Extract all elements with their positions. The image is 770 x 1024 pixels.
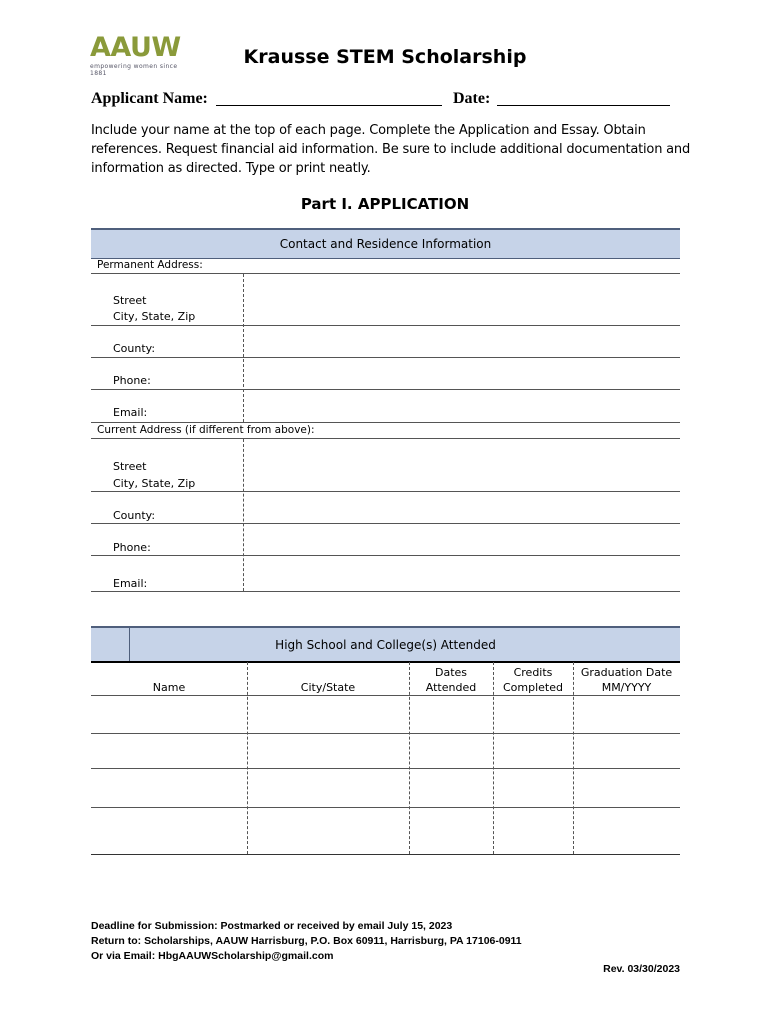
current-county-field[interactable] — [245, 492, 680, 523]
permanent-street-field[interactable] — [245, 274, 680, 325]
contact-section-header — [91, 228, 680, 259]
col-header-dates — [409, 665, 493, 695]
col-header-dates-line1: Dates — [434, 666, 468, 679]
email-submission-text: Or via Email: HbgAAUWScholarship@gmail.com — [91, 950, 334, 962]
city-state-zip-label: City, State, Zip — [113, 477, 196, 490]
submission-info — [91, 919, 522, 964]
table-row[interactable] — [91, 769, 680, 807]
street-label: Street — [113, 294, 147, 307]
permanent-email-field[interactable] — [245, 390, 680, 421]
table-row[interactable] — [91, 696, 680, 733]
divider — [91, 591, 680, 592]
col-header-graduation-line1: Graduation Date — [580, 666, 673, 679]
current-phone-field[interactable] — [245, 524, 680, 555]
document-title: Krausse STEM Scholarship — [243, 46, 527, 68]
deadline-text: Deadline for Submission: Postmarked or received by email July 15, 2023 — [91, 920, 453, 932]
street-label: Street — [113, 460, 147, 473]
table-row[interactable] — [91, 808, 680, 854]
current-email-field[interactable] — [245, 556, 680, 591]
date-field[interactable] — [497, 105, 670, 106]
phone-label: Phone: — [113, 541, 151, 554]
city-state-zip-label: City, State, Zip — [113, 310, 196, 323]
col-header-credits — [493, 665, 573, 695]
email-label: Email: — [113, 406, 148, 419]
email-label: Email: — [113, 577, 148, 590]
col-header-graduation-line2: MM/YYYY — [601, 681, 652, 694]
applicant-name-field[interactable] — [216, 105, 442, 106]
county-label: County: — [113, 509, 156, 522]
current-street-field[interactable] — [245, 439, 680, 491]
table-bottom-border — [91, 854, 680, 855]
schools-header-text: High School and College(s) Attended — [275, 637, 496, 652]
part-title: Part I. APPLICATION — [300, 195, 470, 213]
col-header-city: City/State — [300, 681, 356, 694]
column-divider — [243, 274, 244, 422]
table-row[interactable] — [91, 734, 680, 768]
column-divider — [243, 439, 244, 591]
county-label: County: — [113, 342, 156, 355]
logo-tagline: empowering women since 1881 — [90, 63, 178, 77]
revision-date: Rev. 03/30/2023 — [603, 963, 680, 975]
schools-section-header — [91, 626, 680, 663]
col-header-dates-line2: Attended — [425, 681, 477, 694]
header-cell-divider — [129, 628, 130, 661]
instructions-paragraph: Include your name at the top of each page. Complete the Application and Essay. Obtain references. Request financial aid information. Be sure to include additional documentation and information as directed. Type or print neatly. — [91, 123, 691, 176]
permanent-county-field[interactable] — [245, 326, 680, 357]
current-address-label: Current Address (if different from above): — [97, 424, 315, 436]
divider — [91, 422, 680, 423]
applicant-name-label: Applicant Name: — [91, 90, 208, 107]
col-header-name: Name — [152, 681, 186, 694]
col-header-credits-line2: Completed — [503, 681, 563, 694]
date-label: Date: — [453, 90, 491, 107]
contact-header-text: Contact and Residence Information — [279, 237, 492, 251]
permanent-phone-field[interactable] — [245, 358, 680, 389]
col-header-credits-line1: Credits — [513, 666, 553, 679]
permanent-address-label: Permanent Address: — [97, 259, 203, 271]
phone-label: Phone: — [113, 374, 151, 387]
col-header-graduation — [573, 665, 680, 695]
logo-text: AAUW — [90, 32, 181, 63]
return-address-text: Return to: Scholarships, AAUW Harrisburg, P.O. Box 60911, Harrisburg, PA 17106-0911 — [91, 935, 522, 947]
